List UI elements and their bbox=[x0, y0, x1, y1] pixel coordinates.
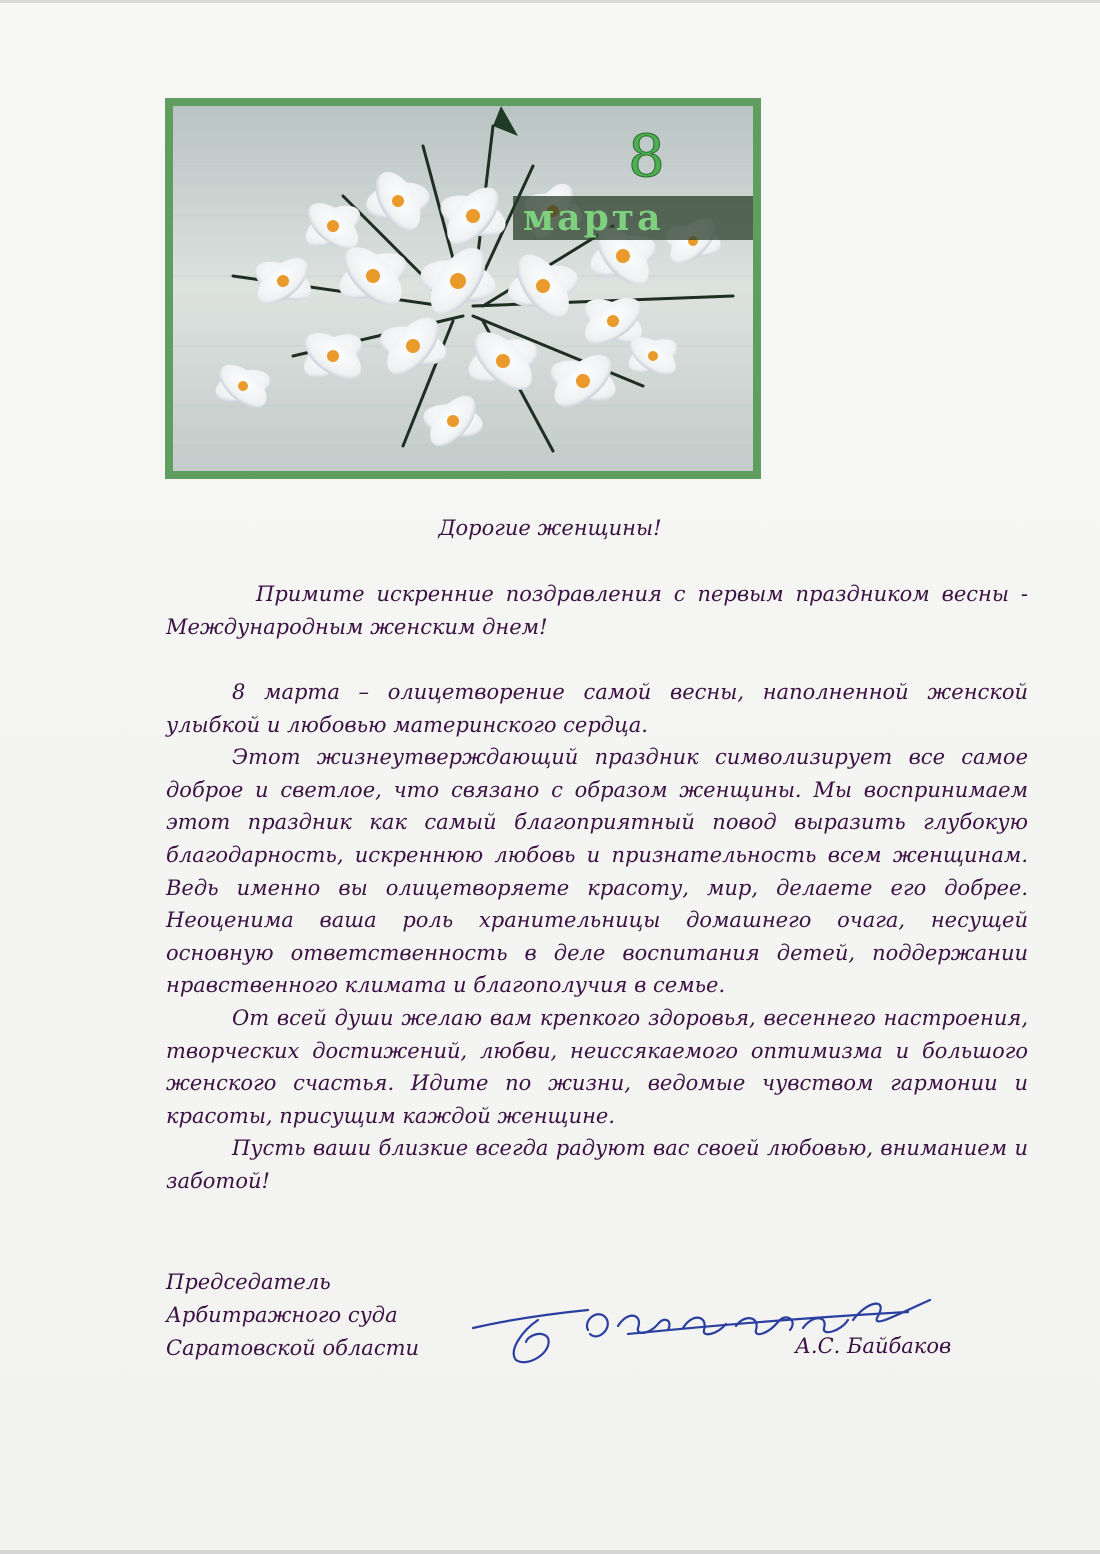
crocus-bouquet-illustration bbox=[173, 106, 753, 471]
greeting-heading: Дорогие женщины! bbox=[438, 516, 662, 540]
signatory-title bbox=[166, 1266, 419, 1365]
caption-word: марта bbox=[523, 197, 664, 239]
scan-edge-top bbox=[0, 0, 1100, 3]
handwritten-signature bbox=[468, 1290, 938, 1370]
letter-body bbox=[166, 676, 1028, 1198]
paragraph-5: Пусть ваши близкие всегда радуют вас своей любовью, вниманием и заботой! bbox=[166, 1136, 1028, 1193]
signatory-line-2: Арбитражного суда bbox=[166, 1303, 398, 1327]
paragraph-congratulation bbox=[166, 578, 1028, 643]
signatory-line-3: Саратовской области bbox=[166, 1336, 420, 1360]
greeting-card-image bbox=[165, 98, 761, 479]
paragraph-1: Примите искренние поздравления с первым праздником весны - Международным женским днем! bbox=[166, 582, 1028, 639]
card-picture-area bbox=[173, 106, 753, 471]
paragraph-2: 8 марта – олицетворение самой весны, наполненной женской улыбкой и любовью материнского сердца. bbox=[166, 680, 1028, 737]
signatory-line-1: Председатель bbox=[166, 1270, 331, 1294]
scan-edge-bottom bbox=[0, 1550, 1100, 1554]
paragraph-3: Этот жизнеутверждающий праздник символизирует все самое доброе и светлое, что связано с образом женщины. Мы воспринимаем этот праздник как самый благоприятный повод выразить глубокую благодарность, искреннюю любовь и признательность всем женщинам. Ведь именно вы олицетворяете красоту, мир, делаете его добрее. Неоценима ваша роль хранительницы домашнего очага, несущей основную ответственность в деле воспитания детей, поддержании нравственного климата и благополучия в семье. bbox=[166, 745, 1028, 998]
caption-number: 8 bbox=[628, 122, 665, 190]
signatory-name: А.С. Байбаков bbox=[795, 1334, 952, 1358]
paragraph-4: От всей души желаю вам крепкого здоровья, весеннего настроения, творческих достижений, любви, неиссякаемого оптимизма и большого женского счастья. Идите по жизни, ведомые чувством гармонии и красоты, присущим каждой женщине. bbox=[166, 1005, 1028, 1128]
